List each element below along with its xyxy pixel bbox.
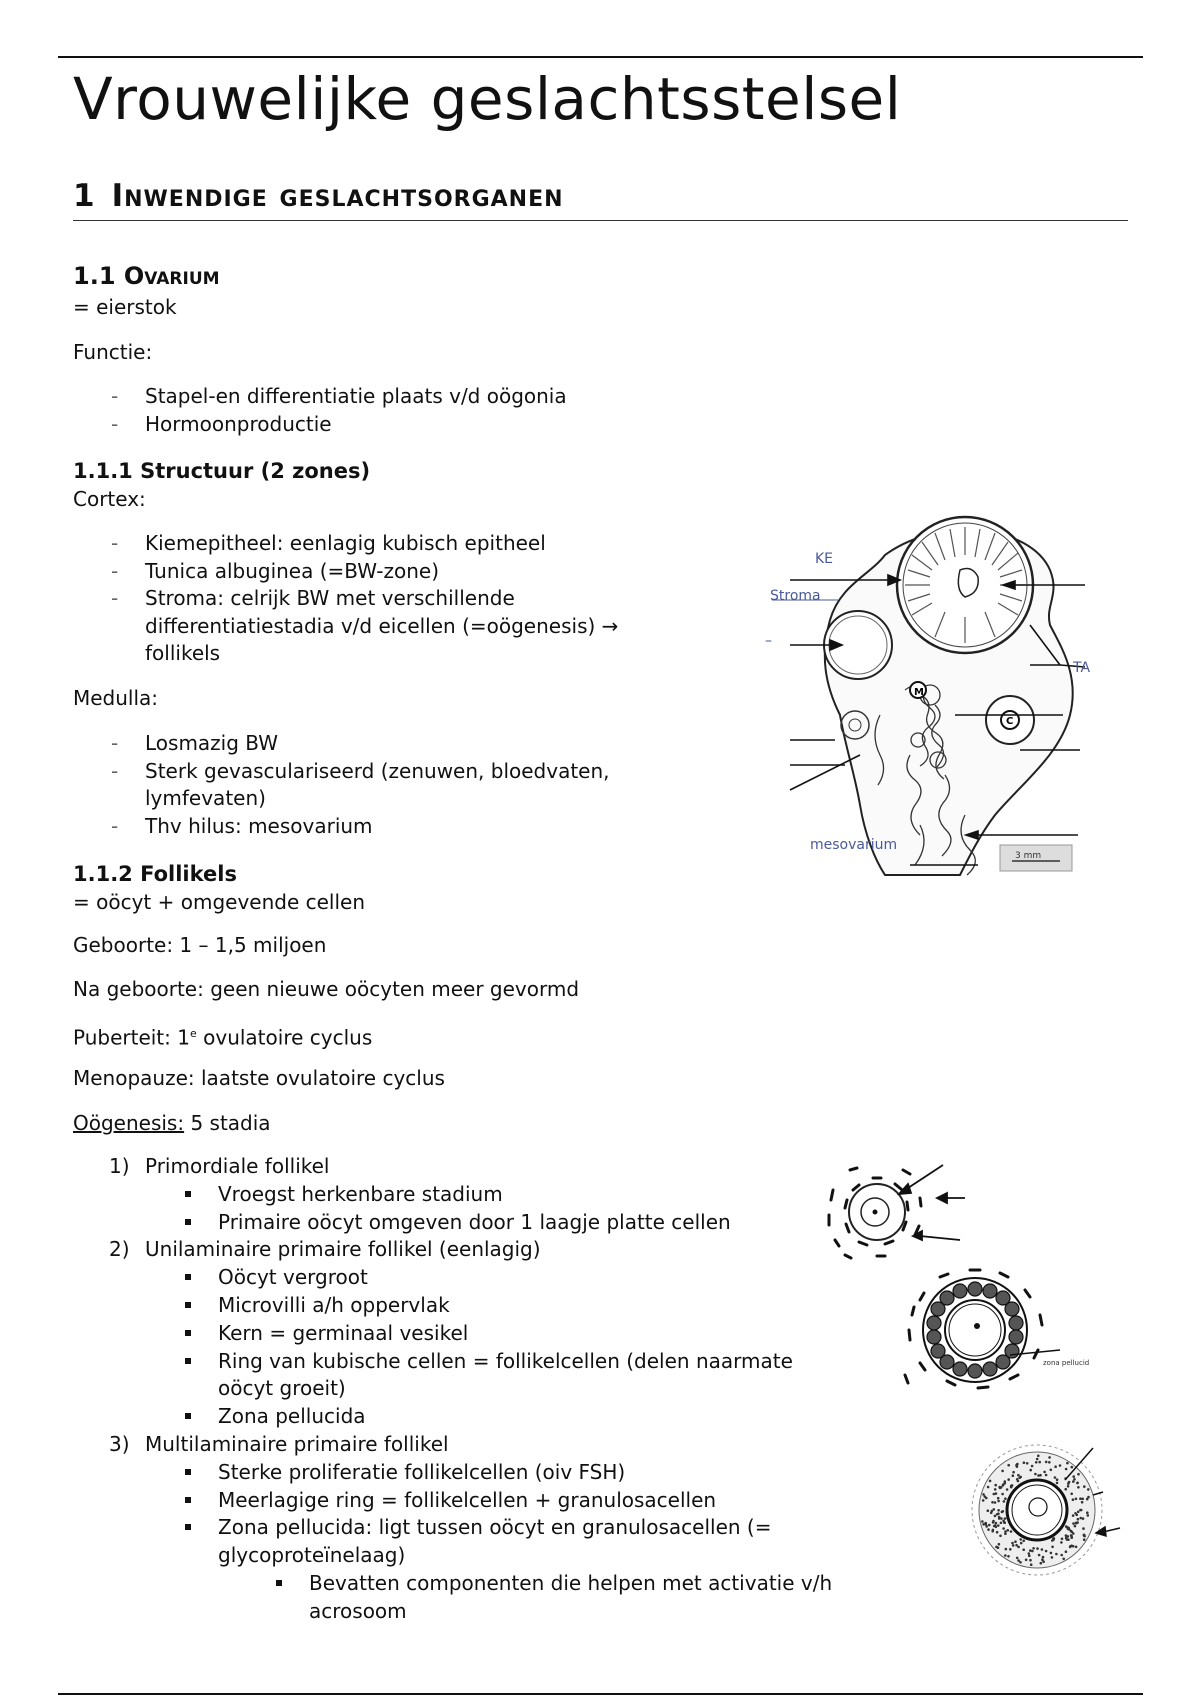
- granulosa-dot: [1020, 1542, 1023, 1545]
- stadium-item: [73, 1153, 903, 1236]
- granulosa-dot: [1017, 1546, 1020, 1549]
- granulosa-dot: [985, 1525, 988, 1528]
- oogenesis-rest: 5 stadia: [184, 1111, 271, 1135]
- granulosa-dot: [1043, 1471, 1046, 1474]
- granulosa-dot: [1031, 1465, 1034, 1468]
- granulosa-dot: [994, 1488, 997, 1491]
- granulosa-dot: [1052, 1537, 1055, 1540]
- granulosa-dot: [1038, 1461, 1041, 1464]
- granulosa-dot: [1005, 1548, 1008, 1551]
- granulosa-dot: [1007, 1464, 1010, 1467]
- primordial-follicle-diagram: [815, 1160, 975, 1265]
- granulosa-dot: [987, 1486, 990, 1489]
- list-item: - Sterk gevasculariseerd (zenuwen, bloedvaten, lymfevaten): [73, 758, 693, 813]
- granulosa-dot: [991, 1510, 994, 1513]
- granulosa-dot: [1083, 1485, 1086, 1488]
- granulosa-dot: [999, 1535, 1002, 1538]
- granulosa-dot: [1061, 1538, 1064, 1541]
- stadium-title: Multilaminaire primaire follikel: [145, 1431, 449, 1456]
- granulosa-dot: [1086, 1511, 1089, 1514]
- granulosa-dot: [1012, 1474, 1015, 1477]
- granulosa-dot: [1077, 1473, 1080, 1476]
- list-item: Sterke proliferatie follikelcellen (oiv FSH): [73, 1459, 853, 1487]
- granulosa-dot: [1000, 1522, 1003, 1525]
- list-item: - Stroma: celrijk BW met verschillende differentiatiestadia v/d eicellen (=oögenesis) → follikels: [73, 585, 693, 668]
- label-m: M: [914, 687, 924, 698]
- granulosa-dot: [1077, 1518, 1080, 1521]
- granulosa-dot: [1016, 1557, 1019, 1560]
- granulosa-dot: [1039, 1474, 1042, 1477]
- section-heading: [73, 262, 220, 290]
- granulosa-dot: [1065, 1468, 1068, 1471]
- granulosa-dot: [997, 1524, 1000, 1527]
- granulosa-dot: [1072, 1532, 1075, 1535]
- granulosa-dot: [982, 1499, 985, 1502]
- stadium-title: Primordiale follikel: [145, 1154, 330, 1178]
- granulosa-dot: [1045, 1461, 1048, 1464]
- menopauze-text: Menopauze: laatste ovulatoire cyclus: [73, 1066, 445, 1090]
- oogenesis-text: [73, 1110, 271, 1137]
- granulosa-dot: [1048, 1461, 1051, 1464]
- granulosa-dot: [997, 1546, 1000, 1549]
- granulosa-dot: [996, 1513, 999, 1516]
- granulosa-dot: [993, 1525, 996, 1528]
- stadia-list: [73, 1153, 903, 1626]
- granulosa-dot: [1040, 1562, 1043, 1565]
- list-item: - Thv hilus: mesovarium: [73, 813, 693, 841]
- granulosa-dot: [1001, 1493, 1004, 1496]
- granulosa-dot: [1073, 1478, 1076, 1481]
- granulosa-dot: [1059, 1464, 1062, 1467]
- granulosa-dot: [1048, 1456, 1051, 1459]
- list-item: Oöcyt vergroot: [73, 1264, 853, 1292]
- stadium-subsublist: [73, 1570, 903, 1626]
- list-item: - Tunica albuginea (=BW-zone): [73, 558, 693, 586]
- granulosa-dot: [1036, 1458, 1039, 1461]
- top-rule: [58, 56, 1143, 58]
- granulosa-dot: [1002, 1484, 1005, 1487]
- granulosa-dot: [1023, 1461, 1026, 1464]
- functie-label: Functie:: [73, 340, 153, 364]
- granulosa-dot: [1075, 1546, 1078, 1549]
- granulosa-dot: [1070, 1493, 1073, 1496]
- stadium-number: 1): [109, 1154, 130, 1178]
- granulosa-dot: [991, 1501, 994, 1504]
- granulosa-dot: [1010, 1530, 1013, 1533]
- granulosa-dot: [1019, 1538, 1022, 1541]
- multilaminar-follicle-diagram: [955, 1440, 1125, 1580]
- granulosa-dot: [1014, 1540, 1017, 1543]
- granulosa-dot: [1034, 1473, 1037, 1476]
- puberteit-sup: e: [189, 1027, 197, 1040]
- granulosa-dot: [1081, 1498, 1084, 1501]
- granulosa-dot: [1001, 1470, 1004, 1473]
- granulosa-dot: [1011, 1542, 1014, 1545]
- granulosa-dot: [1007, 1478, 1010, 1481]
- granulosa-dot: [1083, 1538, 1086, 1541]
- granulosa-dot: [1038, 1554, 1041, 1557]
- medulla-list: [73, 730, 693, 840]
- granulosa-dot: [1037, 1455, 1040, 1458]
- chapter-title: Inwendige geslachtsorganen: [111, 178, 564, 214]
- granulosa-dot: [1029, 1549, 1032, 1552]
- granulosa-dot: [1051, 1556, 1054, 1559]
- section-number: 1.1: [73, 262, 116, 290]
- granulosa-dot: [984, 1522, 987, 1525]
- granulosa-dot: [1016, 1478, 1019, 1481]
- stadium-title: Unilaminaire primaire follikel (eenlagig): [145, 1237, 541, 1262]
- unilaminar-follicle-diagram: [900, 1265, 1090, 1395]
- granulosa-dot: [998, 1486, 1001, 1489]
- functie-list: [73, 383, 567, 438]
- granulosa-dot: [989, 1480, 992, 1483]
- granulosa-dot: [1075, 1498, 1078, 1501]
- list-item: - Stapel-en differentiatie plaats v/d oögonia: [73, 383, 567, 411]
- geboorte-text: Geboorte: 1 – 1,5 miljoen: [73, 933, 327, 957]
- granulosa-dot: [1004, 1497, 1007, 1500]
- granulosa-dot: [982, 1493, 985, 1496]
- ovary-diagram: [760, 515, 1120, 880]
- granulosa-dot: [991, 1530, 994, 1533]
- granulosa-dot: [1045, 1474, 1048, 1477]
- granulosa-dot: [1050, 1552, 1053, 1555]
- granulosa-dot: [1081, 1501, 1084, 1504]
- stadium-sublist: [73, 1459, 853, 1570]
- list-item: - Losmazig BW: [73, 730, 693, 758]
- stadium-item: [73, 1431, 903, 1626]
- granulosa-dot: [1042, 1556, 1045, 1559]
- list-item: Primaire oöcyt omgeven door 1 laagje platte cellen: [73, 1209, 903, 1237]
- list-item: Microvilli a/h oppervlak: [73, 1292, 853, 1320]
- granulosa-dot: [1007, 1529, 1010, 1532]
- puberteit-text: [73, 1020, 372, 1052]
- bottom-rule: [58, 1693, 1143, 1695]
- granulosa-dot: [1067, 1485, 1070, 1488]
- medulla-label: Medulla:: [73, 686, 159, 710]
- cortex-list: [73, 530, 693, 668]
- granulosa-dot: [1077, 1511, 1080, 1514]
- follikels-def: = oöcyt + omgevende cellen: [73, 890, 366, 914]
- granulosa-dot: [1076, 1482, 1079, 1485]
- granulosa-dot: [1077, 1486, 1080, 1489]
- granulosa-dot: [994, 1515, 997, 1518]
- zona-label: zona pellucid: [1043, 1359, 1090, 1367]
- granulosa-dot: [1004, 1554, 1007, 1557]
- granulosa-dot: [1028, 1555, 1031, 1558]
- chapter-number: 1: [73, 178, 96, 214]
- granulosa-dot: [1050, 1469, 1053, 1472]
- granulosa-dot: [1025, 1559, 1028, 1562]
- list-item: Kern = germinaal vesikel: [73, 1320, 853, 1348]
- granulosa-dot: [1074, 1525, 1077, 1528]
- granulosa-dot: [1003, 1521, 1006, 1524]
- label-dash: –: [765, 633, 772, 649]
- granulosa-dot: [1079, 1497, 1082, 1500]
- granulosa-dot: [1054, 1476, 1057, 1479]
- stadium-sublist: [73, 1264, 853, 1431]
- label-ta: TA: [1073, 660, 1091, 676]
- granulosa-dot: [1012, 1471, 1015, 1474]
- granulosa-dot: [992, 1520, 995, 1523]
- stadium-number: 3): [109, 1431, 130, 1456]
- granulosa-dot: [1004, 1517, 1007, 1520]
- granulosa-dot: [1010, 1486, 1013, 1489]
- granulosa-dot: [1082, 1517, 1085, 1520]
- granulosa-dot: [994, 1501, 997, 1504]
- granulosa-dot: [996, 1531, 999, 1534]
- granulosa-dot: [1072, 1514, 1075, 1517]
- granulosa-dot: [1054, 1465, 1057, 1468]
- granulosa-dot: [997, 1497, 1000, 1500]
- granulosa-dot: [1071, 1466, 1074, 1469]
- granulosa-dot: [1009, 1548, 1012, 1551]
- granulosa-dot: [988, 1524, 991, 1527]
- granulosa-dot: [1007, 1555, 1010, 1558]
- chapter-heading: [73, 178, 564, 214]
- stadium-item: [73, 1236, 903, 1431]
- granulosa-dot: [1067, 1535, 1070, 1538]
- granulosa-dot: [1051, 1546, 1054, 1549]
- list-item: - Kiemepitheel: eenlagig kubisch epitheel: [73, 530, 693, 558]
- granulosa-dot: [1069, 1545, 1072, 1548]
- granulosa-dot: [998, 1543, 1001, 1546]
- granulosa-dot: [1066, 1462, 1069, 1465]
- granulosa-dot: [1082, 1527, 1085, 1530]
- intro-text: = eierstok: [73, 295, 177, 319]
- granulosa-dot: [997, 1509, 1000, 1512]
- section-title: Ovarium: [123, 262, 220, 290]
- granulosa-dot: [1017, 1474, 1020, 1477]
- granulosa-dot: [997, 1500, 1000, 1503]
- list-item: Meerlagige ring = follikelcellen + granulosacellen: [73, 1487, 853, 1515]
- granulosa-dot: [1041, 1558, 1044, 1561]
- list-item: Vroegst herkenbare stadium: [73, 1181, 903, 1209]
- granulosa-dot: [993, 1493, 996, 1496]
- granulosa-dot: [1029, 1559, 1032, 1562]
- label-c: C: [1006, 716, 1014, 727]
- granulosa-dot: [1062, 1558, 1065, 1561]
- granulosa-dot: [1035, 1461, 1038, 1464]
- puberteit-a: Puberteit: 1: [73, 1025, 190, 1050]
- granulosa-dot: [1075, 1522, 1078, 1525]
- granulosa-dot: [1015, 1464, 1018, 1467]
- granulosa-dot: [1067, 1482, 1070, 1485]
- granulosa-dot: [1019, 1561, 1022, 1564]
- label-ke: KE: [815, 551, 834, 567]
- granulosa-dot: [1045, 1550, 1048, 1553]
- cortex-label: Cortex:: [73, 487, 146, 511]
- list-item: Bevatten componenten die helpen met activatie v/h acrosoom: [73, 1570, 903, 1626]
- granulosa-dot: [987, 1509, 990, 1512]
- granulosa-dot: [998, 1517, 1001, 1520]
- granulosa-dot: [1019, 1476, 1022, 1479]
- list-item: Ring van kubische cellen = follikelcellen (delen naarmate oöcyt groeit): [73, 1348, 853, 1404]
- granulosa-dot: [1002, 1527, 1005, 1530]
- granulosa-dot: [1041, 1548, 1044, 1551]
- granulosa-dot: [1087, 1514, 1090, 1517]
- granulosa-dot: [1065, 1550, 1068, 1553]
- granulosa-dot: [1012, 1544, 1015, 1547]
- stadium-sublist: [73, 1181, 903, 1237]
- list-item: Zona pellucida: ligt tussen oöcyt en granulosacellen (= glycoproteïnelaag): [73, 1514, 853, 1570]
- granulosa-dot: [1064, 1488, 1067, 1491]
- granulosa-dot: [1022, 1540, 1025, 1543]
- granulosa-dot: [1030, 1563, 1033, 1566]
- granulosa-dot: [1079, 1509, 1082, 1512]
- na-geboorte-text: Na geboorte: geen nieuwe oöcyten meer gevormd: [73, 977, 580, 1001]
- granulosa-dot: [1004, 1480, 1007, 1483]
- granulosa-dot: [1015, 1544, 1018, 1547]
- granulosa-dot: [995, 1522, 998, 1525]
- granulosa-dot: [1060, 1541, 1063, 1544]
- granulosa-dot: [1056, 1478, 1059, 1481]
- label-stroma: Stroma: [770, 588, 821, 604]
- granulosa-dot: [1004, 1532, 1007, 1535]
- granulosa-dot: [1086, 1498, 1089, 1501]
- granulosa-dot: [1026, 1462, 1029, 1465]
- structuur-heading: 1.1.1 Structuur (2 zones): [73, 459, 371, 483]
- granulosa-dot: [987, 1528, 990, 1531]
- granulosa-dot: [1055, 1553, 1058, 1556]
- granulosa-dot: [1083, 1534, 1086, 1537]
- label-mesovarium: mesovarium: [810, 837, 898, 853]
- granulosa-dot: [1067, 1527, 1070, 1530]
- granulosa-dot: [1087, 1488, 1090, 1491]
- granulosa-dot: [1056, 1482, 1059, 1485]
- granulosa-dot: [1001, 1511, 1004, 1514]
- granulosa-dot: [984, 1495, 987, 1498]
- list-item: - Hormoonproductie: [73, 411, 567, 439]
- granulosa-dot: [981, 1520, 984, 1523]
- granulosa-dot: [1079, 1517, 1082, 1520]
- granulosa-dot: [1032, 1547, 1035, 1550]
- page-title: Vrouwelijke geslachtsstelsel: [73, 65, 902, 133]
- granulosa-dot: [1072, 1522, 1075, 1525]
- puberteit-b: ovulatoire cyclus: [196, 1025, 373, 1050]
- chapter-underline: [73, 220, 1128, 221]
- granulosa-dot: [1028, 1552, 1031, 1555]
- stadium-number: 2): [109, 1237, 130, 1262]
- granulosa-dot: [1022, 1548, 1025, 1551]
- granulosa-dot: [1074, 1512, 1077, 1515]
- granulosa-dot: [1072, 1498, 1075, 1501]
- granulosa-dot: [1072, 1475, 1075, 1478]
- granulosa-dot: [1036, 1547, 1039, 1550]
- granulosa-dot: [994, 1484, 997, 1487]
- follikels-heading: 1.1.2 Follikels: [73, 862, 237, 886]
- list-item: Zona pellucida: [73, 1403, 853, 1431]
- granulosa-dot: [1070, 1535, 1073, 1538]
- granulosa-dot: [1029, 1469, 1032, 1472]
- granulosa-dot: [1006, 1488, 1009, 1491]
- granulosa-dot: [1060, 1554, 1063, 1557]
- scale-label: 3 mm: [1015, 851, 1042, 861]
- granulosa-dot: [1003, 1500, 1006, 1503]
- granulosa-dot: [1072, 1480, 1075, 1483]
- oogenesis-label: Oögenesis:: [73, 1111, 185, 1135]
